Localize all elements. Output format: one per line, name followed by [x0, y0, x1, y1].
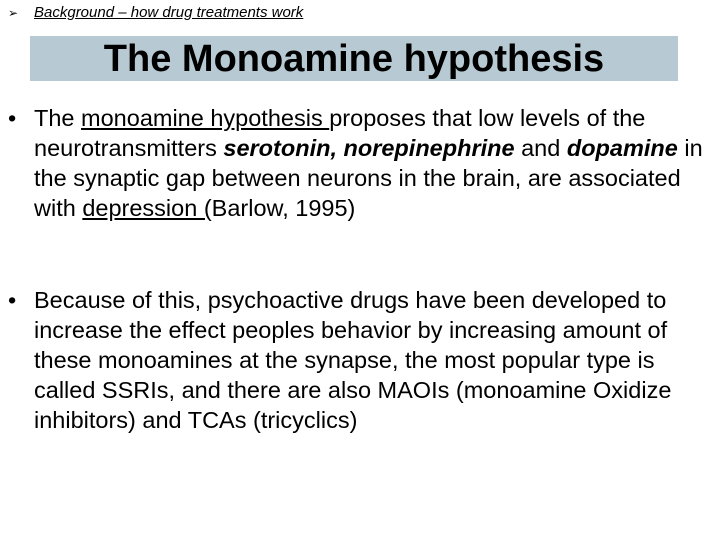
- title-banner: [30, 36, 678, 81]
- term-monoamine-hypothesis: monoamine hypothesis: [81, 105, 330, 131]
- arrow-bullet-icon: ➢: [8, 6, 19, 20]
- text-segment: in the synaptic gap between neurons in the brain, are associated with: [34, 135, 703, 221]
- text-segment: The: [34, 105, 82, 131]
- page-title: The Monoamine hypothesis: [103, 38, 605, 80]
- bullet-text: Because of this, psychoactive drugs have been developed to increase the effect peoples behavior by increasing amount of these monoamines at the synapse, the most popular type is called SSRIs, and there are also MAOIs (monoamine Oxidize inhibitors) and TCAs (tricyclics): [34, 287, 672, 433]
- header-breadcrumb: [8, 4, 303, 22]
- bullet-list: [8, 103, 718, 435]
- bullet-dot-icon: •: [8, 287, 17, 313]
- breadcrumb-text: Background – how drug treatments work: [34, 4, 304, 21]
- citation: Barlow, 1995): [211, 195, 356, 221]
- term-serotonin-norepinephrine: serotonin, norepinephrine: [223, 135, 515, 161]
- bullet-monoamine-hypothesis: [8, 103, 718, 223]
- bullet-dot-icon: •: [8, 105, 17, 131]
- bullet-psychoactive-drugs: [8, 285, 718, 435]
- text-segment: and: [514, 135, 567, 161]
- term-depression: depression (: [82, 195, 212, 221]
- text-segment: proposes that low levels of the neurotransmitters: [34, 105, 646, 161]
- term-dopamine: dopamine: [566, 135, 678, 161]
